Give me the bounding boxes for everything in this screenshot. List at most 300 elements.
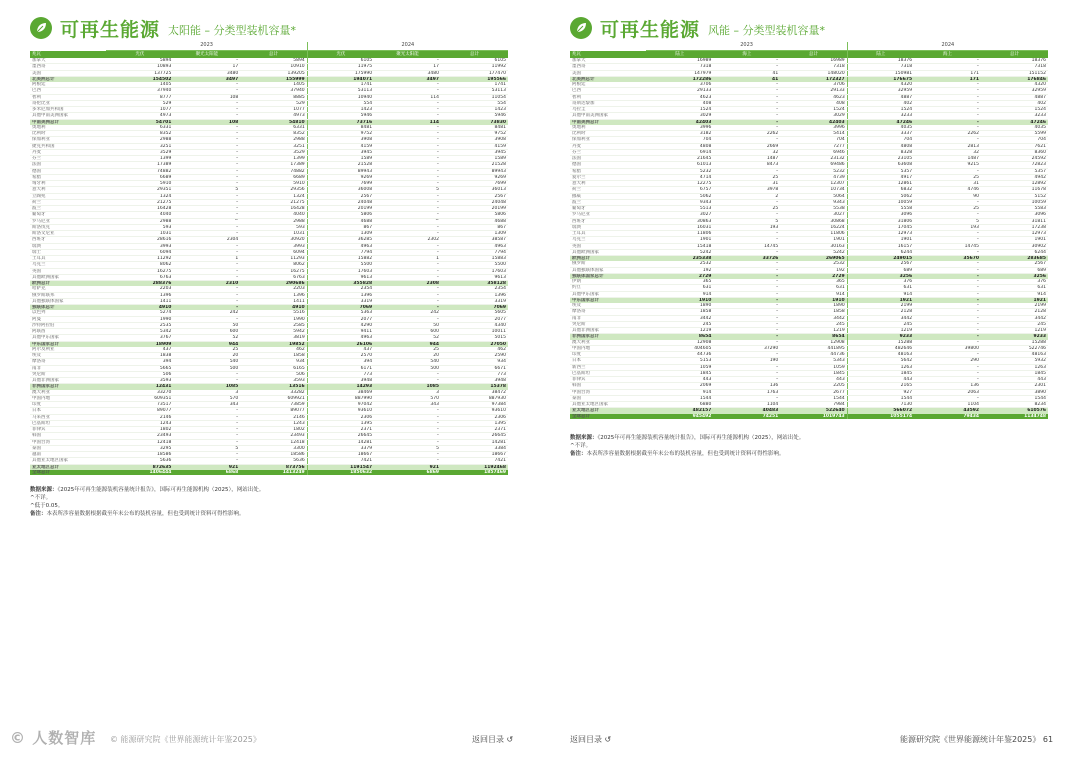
region-cell: 阿根廷 bbox=[30, 82, 106, 88]
value-cell: 2146 bbox=[240, 414, 307, 420]
value-cell: 437 bbox=[307, 347, 374, 353]
year-header: 2023 bbox=[646, 42, 847, 51]
value-cell: 27050 bbox=[441, 341, 508, 347]
value-cell: – bbox=[713, 315, 780, 321]
value-cell: – bbox=[173, 408, 240, 414]
value-cell: 6763 bbox=[240, 274, 307, 280]
value-cell: 704 bbox=[646, 137, 713, 143]
value-cell: 7069 bbox=[307, 305, 374, 311]
value-cell: 73517 bbox=[106, 402, 173, 408]
value-cell: 31806 bbox=[847, 218, 914, 224]
value-cell: 1243 bbox=[240, 420, 307, 426]
value-cell: – bbox=[713, 237, 780, 243]
value-cell: 2146 bbox=[106, 414, 173, 420]
value-cell: 6165 bbox=[240, 365, 307, 371]
value-cell: 1085 bbox=[374, 384, 441, 390]
value-cell: 21528 bbox=[307, 162, 374, 168]
value-cell: 462 bbox=[240, 347, 307, 353]
region-cell: 约旦 bbox=[570, 285, 646, 291]
value-cell: 6331 bbox=[106, 125, 173, 131]
value-cell: 570 bbox=[374, 395, 441, 401]
region-cell: 葡萄牙 bbox=[570, 206, 646, 212]
note-line bbox=[570, 442, 804, 450]
value-cell: 154502 bbox=[106, 76, 173, 82]
value-cell: 48163 bbox=[981, 352, 1048, 358]
region-cell: 中国台湾 bbox=[30, 439, 106, 445]
value-cell: 37290 bbox=[713, 345, 780, 351]
value-cell: 18667 bbox=[307, 452, 374, 458]
value-cell: – bbox=[713, 261, 780, 267]
value-cell: 2301 bbox=[981, 383, 1048, 389]
value-cell: 40483 bbox=[713, 408, 780, 414]
value-cell: 150981 bbox=[847, 70, 914, 76]
value-cell: 44736 bbox=[646, 352, 713, 358]
note-line bbox=[570, 434, 804, 442]
value-cell: 24592 bbox=[981, 156, 1048, 162]
value-cell: – bbox=[713, 64, 780, 70]
value-cell: 437 bbox=[106, 347, 173, 353]
value-cell: – bbox=[173, 458, 240, 464]
value-cell: 5242 bbox=[780, 249, 847, 255]
value-cell: 1395 bbox=[441, 420, 508, 426]
value-cell: 6869 bbox=[374, 470, 441, 475]
value-cell: 2354 bbox=[441, 286, 508, 292]
value-cell: 5064 bbox=[780, 193, 847, 199]
value-cell: 5894 bbox=[106, 58, 173, 64]
value-cell: 93610 bbox=[441, 408, 508, 414]
value-cell: – bbox=[914, 261, 981, 267]
value-cell: 3096 bbox=[981, 212, 1048, 218]
value-cell: 394 bbox=[106, 359, 173, 365]
value-cell: – bbox=[173, 268, 240, 274]
value-cell: 6880 bbox=[646, 402, 713, 408]
value-cell: 69486 bbox=[780, 162, 847, 168]
value-cell: 7794 bbox=[441, 249, 508, 255]
value-cell: 6914 bbox=[646, 149, 713, 155]
value-cell: 42403 bbox=[780, 119, 847, 125]
value-cell: 1845 bbox=[646, 370, 713, 376]
value-cell: – bbox=[374, 286, 441, 292]
region-cell: 韩国 bbox=[570, 383, 646, 389]
value-cell: 25 bbox=[914, 206, 981, 212]
region-cell: 乌克兰 bbox=[570, 237, 646, 243]
value-cell: 33282 bbox=[240, 390, 307, 396]
value-cell: 20 bbox=[173, 353, 240, 359]
value-cell: 6832 bbox=[847, 187, 914, 193]
value-cell: – bbox=[173, 286, 240, 292]
value-cell: 593 bbox=[240, 224, 307, 230]
value-cell: 5500 bbox=[441, 262, 508, 268]
value-cell: 38472 bbox=[441, 390, 508, 396]
value-cell: 4963 bbox=[307, 335, 374, 341]
value-cell: – bbox=[374, 107, 441, 113]
value-cell: – bbox=[374, 439, 441, 445]
value-cell: 1411 bbox=[106, 298, 173, 304]
region-cell: 摩洛哥 bbox=[570, 309, 646, 315]
value-cell: 1544 bbox=[981, 395, 1048, 401]
value-cell: 1263 bbox=[847, 364, 914, 370]
value-cell: 61013 bbox=[646, 162, 713, 168]
value-cell: 97384 bbox=[441, 402, 508, 408]
value-cell: – bbox=[713, 125, 780, 131]
value-cell: 1845 bbox=[780, 370, 847, 376]
value-cell: 5153 bbox=[646, 358, 713, 364]
value-cell: 4887 bbox=[981, 94, 1048, 100]
value-cell: 2128 bbox=[847, 309, 914, 315]
value-cell: 31811 bbox=[981, 218, 1048, 224]
value-cell: 8352 bbox=[240, 131, 307, 137]
value-cell: 1055174 bbox=[847, 414, 914, 419]
value-cell: 529 bbox=[106, 100, 173, 106]
value-cell: 1524 bbox=[780, 107, 847, 113]
region-cell: 印度 bbox=[30, 402, 106, 408]
region-cell: 瑞典 bbox=[30, 243, 106, 249]
value-cell: 3096 bbox=[847, 212, 914, 218]
value-cell: – bbox=[374, 88, 441, 94]
value-cell: 16989 bbox=[780, 58, 847, 64]
value-cell: 192 bbox=[646, 267, 713, 273]
region-cell: 阿曼 bbox=[30, 316, 106, 322]
value-cell: 25 bbox=[173, 347, 240, 353]
value-cell: 5583 bbox=[981, 206, 1048, 212]
wind-capacity-table bbox=[570, 42, 1048, 419]
value-cell: 6094 bbox=[240, 249, 307, 255]
region-cell: 突尼斯 bbox=[570, 321, 646, 327]
value-cell: – bbox=[374, 149, 441, 155]
value-cell: – bbox=[914, 82, 981, 88]
value-cell: 73716 bbox=[307, 119, 374, 125]
value-cell: – bbox=[713, 364, 780, 370]
value-cell: – bbox=[914, 370, 981, 376]
value-cell: 1396 bbox=[307, 292, 374, 298]
value-cell: – bbox=[173, 371, 240, 377]
value-cell: 8062 bbox=[240, 262, 307, 268]
value-cell: – bbox=[374, 193, 441, 199]
back-to-contents-link[interactable]: 返回目录 ↺ bbox=[570, 735, 612, 744]
value-cell: 3497 bbox=[173, 76, 240, 82]
value-cell: – bbox=[713, 94, 780, 100]
value-cell: 689 bbox=[847, 267, 914, 273]
right-page-header bbox=[570, 14, 825, 42]
value-cell: 114 bbox=[374, 119, 441, 125]
value-cell: 1741 bbox=[441, 82, 508, 88]
region-cell: 德国 bbox=[30, 168, 106, 174]
value-cell: 3442 bbox=[981, 315, 1048, 321]
value-cell: 2306 bbox=[441, 414, 508, 420]
right-page bbox=[540, 0, 1080, 764]
region-cell: 德国 bbox=[570, 162, 646, 168]
value-cell: – bbox=[713, 334, 780, 340]
value-cell: 2199 bbox=[981, 303, 1048, 309]
page-subtitle: 风能 – 分类型装机容量* bbox=[708, 24, 826, 37]
region-cell: 南非 bbox=[570, 315, 646, 321]
value-cell: 23132 bbox=[780, 156, 847, 162]
region-cell: 加拿大 bbox=[30, 58, 106, 64]
value-cell: 914 bbox=[780, 291, 847, 297]
value-cell: 38469 bbox=[307, 390, 374, 396]
value-cell: – bbox=[173, 181, 240, 187]
back-to-contents-link[interactable]: 返回目录 ↺ bbox=[472, 735, 514, 744]
value-cell: – bbox=[374, 298, 441, 304]
note-text: ^不详。 bbox=[30, 495, 52, 501]
note-text: 本表所涉容量数据根据截至年末公布的装机容量，但也受到统计资料可得性影响。 bbox=[46, 511, 245, 517]
region-cell: 越南 bbox=[30, 452, 106, 458]
value-cell: – bbox=[374, 131, 441, 137]
value-cell: 3233 bbox=[847, 113, 914, 119]
value-cell: 1921 bbox=[981, 297, 1048, 303]
value-cell: 3233 bbox=[981, 113, 1048, 119]
value-cell: 402 bbox=[847, 100, 914, 106]
value-cell: 4290 bbox=[307, 322, 374, 328]
region-cell: 南非 bbox=[30, 365, 106, 371]
value-cell: – bbox=[914, 364, 981, 370]
value-cell: 9343 bbox=[646, 199, 713, 205]
value-cell: – bbox=[173, 274, 240, 280]
value-cell: 11678 bbox=[981, 187, 1048, 193]
value-cell: 6105 bbox=[307, 58, 374, 64]
note-line bbox=[570, 450, 804, 458]
value-cell: 93610 bbox=[307, 408, 374, 414]
value-cell: 3319 bbox=[441, 298, 508, 304]
value-cell: 3529 bbox=[240, 149, 307, 155]
value-cell: 14293 bbox=[307, 384, 374, 390]
value-cell: 31 bbox=[713, 181, 780, 187]
value-cell: 2306 bbox=[307, 414, 374, 420]
value-cell: 2988 bbox=[240, 137, 307, 143]
value-cell: 944 bbox=[374, 341, 441, 347]
value-cell: 195566 bbox=[441, 76, 508, 82]
value-cell: – bbox=[173, 452, 240, 458]
value-cell: – bbox=[173, 249, 240, 255]
value-cell: – bbox=[173, 82, 240, 88]
value-cell: 773 bbox=[307, 371, 374, 377]
value-cell: 3029 bbox=[646, 113, 713, 119]
region-cell: 澳大利亚 bbox=[570, 340, 646, 346]
region-cell: 亚太地区总计 bbox=[570, 408, 646, 414]
region-cell: 中国台湾 bbox=[570, 389, 646, 395]
value-cell: 4808 bbox=[646, 143, 713, 149]
value-cell: – bbox=[374, 224, 441, 230]
value-cell: 1263 bbox=[981, 364, 1048, 370]
value-cell: 914 bbox=[847, 291, 914, 297]
value-cell: 1544 bbox=[646, 395, 713, 401]
value-cell: 11292 bbox=[106, 256, 173, 262]
value-cell: 290686 bbox=[240, 281, 307, 287]
value-cell: 193 bbox=[713, 224, 780, 230]
region-cell: 爱尔兰 bbox=[570, 174, 646, 180]
value-cell: 8481 bbox=[441, 125, 508, 131]
value-cell: 283685 bbox=[981, 256, 1048, 262]
value-cell: – bbox=[914, 340, 981, 346]
value-cell: 2585 bbox=[240, 322, 307, 328]
note-label: 备注： bbox=[570, 451, 587, 457]
value-cell: – bbox=[713, 273, 780, 279]
value-cell: 6868 bbox=[173, 470, 240, 475]
value-cell: 1850632 bbox=[307, 470, 374, 475]
value-cell: 921 bbox=[173, 464, 240, 470]
region-cell: 波兰 bbox=[30, 206, 106, 212]
value-cell: 3379 bbox=[307, 445, 374, 451]
value-cell: 3706 bbox=[646, 82, 713, 88]
value-cell: 3767 bbox=[106, 335, 173, 341]
value-cell: 6689 bbox=[106, 174, 173, 180]
value-cell: – bbox=[173, 137, 240, 143]
region-cell: 巴基斯坦 bbox=[30, 420, 106, 426]
value-cell: 3442 bbox=[847, 315, 914, 321]
value-cell: 7699 bbox=[441, 181, 508, 187]
value-cell: 4623 bbox=[646, 94, 713, 100]
leaf-logo-icon bbox=[570, 17, 592, 39]
value-cell: 3819 bbox=[240, 335, 307, 341]
value-cell: – bbox=[914, 285, 981, 291]
value-cell: 6331 bbox=[240, 125, 307, 131]
value-cell: 17045 bbox=[847, 224, 914, 230]
region-cell: 中南美洲总计 bbox=[570, 119, 646, 125]
region-cell: 印度 bbox=[570, 352, 646, 358]
value-cell: 5242 bbox=[646, 249, 713, 255]
value-cell: 1487 bbox=[713, 156, 780, 162]
region-cell: 智利 bbox=[570, 94, 646, 100]
value-cell: – bbox=[374, 408, 441, 414]
value-cell: 522640 bbox=[780, 408, 847, 414]
value-cell: 1411 bbox=[240, 298, 307, 304]
value-cell: 18376 bbox=[847, 58, 914, 64]
value-cell: 4963 bbox=[307, 243, 374, 249]
column-header: 总计 bbox=[441, 51, 508, 59]
region-cell: 埃及 bbox=[570, 303, 646, 309]
column-header: 总计 bbox=[981, 51, 1048, 59]
value-cell: 11975 bbox=[307, 64, 374, 70]
column-header-row bbox=[30, 51, 508, 59]
value-cell: 500 bbox=[173, 365, 240, 371]
value-cell: 2988 bbox=[106, 137, 173, 143]
value-cell: 1031 bbox=[106, 231, 173, 237]
value-cell: 7794 bbox=[307, 249, 374, 255]
value-cell: 245 bbox=[981, 321, 1048, 327]
value-cell: 6171 bbox=[307, 365, 374, 371]
value-cell: – bbox=[173, 174, 240, 180]
value-cell: 5 bbox=[713, 218, 780, 224]
value-cell: 2532 bbox=[646, 261, 713, 267]
value-cell: 3890 bbox=[981, 389, 1048, 395]
value-cell: 8234 bbox=[981, 402, 1048, 408]
value-cell: 2532 bbox=[780, 261, 847, 267]
value-cell: 171 bbox=[914, 70, 981, 76]
column-header: 总计 bbox=[780, 51, 847, 59]
value-cell: 1309 bbox=[307, 231, 374, 237]
value-cell: 29356 bbox=[240, 187, 307, 193]
value-cell: 540 bbox=[374, 359, 441, 365]
value-cell: 1890 bbox=[780, 303, 847, 309]
value-cell: 945492 bbox=[646, 414, 713, 419]
value-cell: – bbox=[173, 212, 240, 218]
value-cell: 10059 bbox=[981, 199, 1048, 205]
value-cell: 38587 bbox=[441, 237, 508, 243]
region-cell: 菲律宾 bbox=[30, 427, 106, 433]
value-cell: 3384 bbox=[441, 445, 508, 451]
value-cell: 1405 bbox=[106, 82, 173, 88]
value-cell: 20199 bbox=[307, 206, 374, 212]
value-cell: 1910 bbox=[780, 297, 847, 303]
value-cell: – bbox=[173, 168, 240, 174]
value-cell: 4973 bbox=[240, 113, 307, 119]
value-cell: 31 bbox=[914, 181, 981, 187]
value-cell: – bbox=[713, 212, 780, 218]
value-cell: 74882 bbox=[240, 168, 307, 174]
value-cell: 13516 bbox=[240, 384, 307, 390]
value-cell: 1524 bbox=[646, 107, 713, 113]
value-cell: 5500 bbox=[307, 262, 374, 268]
source-notes bbox=[570, 434, 804, 458]
value-cell: 5910 bbox=[106, 181, 173, 187]
value-cell: – bbox=[374, 168, 441, 174]
value-cell: 3593 bbox=[106, 378, 173, 384]
value-cell: 25 bbox=[374, 347, 441, 353]
value-cell: – bbox=[914, 100, 981, 106]
value-cell: 17389 bbox=[240, 162, 307, 168]
value-cell: 7130 bbox=[847, 402, 914, 408]
value-cell: 23493 bbox=[240, 433, 307, 439]
value-cell: 4035 bbox=[847, 125, 914, 131]
value-cell: 443 bbox=[847, 377, 914, 383]
value-cell: 5946 bbox=[307, 113, 374, 119]
value-cell: 15378 bbox=[441, 384, 508, 390]
value-cell: 443 bbox=[646, 377, 713, 383]
region-cell: 菲律宾 bbox=[570, 377, 646, 383]
value-cell: 11806 bbox=[780, 231, 847, 237]
value-cell: – bbox=[914, 291, 981, 297]
column-header: 兆瓦 bbox=[30, 51, 106, 59]
value-cell: 2063 bbox=[914, 389, 981, 395]
value-cell: – bbox=[914, 119, 981, 125]
value-cell: 1192468 bbox=[441, 464, 508, 470]
value-cell: 1405 bbox=[240, 82, 307, 88]
value-cell: – bbox=[374, 420, 441, 426]
region-cell: 其他亚太地区国家 bbox=[570, 402, 646, 408]
region-cell: 其他中东国家 bbox=[570, 291, 646, 297]
value-cell: – bbox=[713, 352, 780, 358]
value-cell: 506 bbox=[106, 371, 173, 377]
value-cell: 32 bbox=[713, 149, 780, 155]
region-cell: 摩洛哥 bbox=[30, 359, 106, 365]
region-cell: 韩国 bbox=[30, 433, 106, 439]
column-header: 陆上 bbox=[847, 51, 914, 59]
value-cell: 3993 bbox=[106, 243, 173, 249]
value-cell: 12307 bbox=[780, 181, 847, 187]
value-cell: 1524 bbox=[981, 107, 1048, 113]
value-cell: – bbox=[713, 279, 780, 285]
value-cell: – bbox=[914, 137, 981, 143]
region-cell: 葡萄牙 bbox=[30, 212, 106, 218]
region-cell: 阿联酋 bbox=[30, 329, 106, 335]
value-cell: 8062 bbox=[106, 262, 173, 268]
value-cell: 8885 bbox=[240, 94, 307, 100]
value-cell: – bbox=[374, 181, 441, 187]
value-cell: 1059 bbox=[646, 364, 713, 370]
region-cell: 埃及 bbox=[30, 353, 106, 359]
value-cell: 5 bbox=[374, 187, 441, 193]
value-cell: ^ bbox=[374, 218, 441, 224]
value-cell: 39800 bbox=[914, 345, 981, 351]
region-cell: 匈牙利 bbox=[30, 181, 106, 187]
value-cell: – bbox=[914, 231, 981, 237]
region-cell: 多米尼加共和国 bbox=[30, 107, 106, 113]
value-cell: 1396 bbox=[441, 292, 508, 298]
value-cell: 30868 bbox=[780, 218, 847, 224]
value-cell: 1 bbox=[173, 256, 240, 262]
region-cell: 亚太地区总计 bbox=[30, 464, 106, 470]
value-cell: 72823 bbox=[981, 162, 1048, 168]
